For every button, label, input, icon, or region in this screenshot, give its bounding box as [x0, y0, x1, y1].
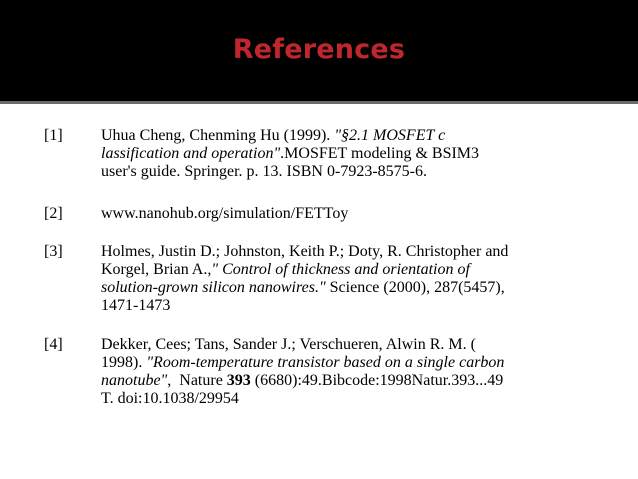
reference-number: [1]	[44, 127, 63, 144]
reference-text-run: (6680):49.Bibcode:1998Natur.393...49	[250, 372, 504, 389]
reference-line	[101, 145, 601, 163]
reference-text-run: Korgel, Brian A.	[101, 261, 208, 278]
reference-text-run: Dekker, Cees; Tans, Sander J.; Verschueren, Alwin R. M. (	[101, 336, 476, 353]
reference-text-run: 1998).	[101, 354, 147, 371]
reference-text-run: T. doi:10.1038/29954	[101, 390, 239, 407]
reference-text-run: 1471-1473	[101, 297, 171, 314]
reference-line	[101, 372, 601, 390]
reference-text	[101, 336, 601, 408]
reference-line	[101, 354, 601, 372]
reference-text-run: 393	[226, 372, 251, 389]
reference-text-run: "§2.1 MOSFET c	[334, 127, 446, 144]
reference-text-run: www.nanohub.org/simulation/FETToy	[101, 205, 349, 222]
reference-text-run: .MOSFET modeling & BSIM3	[280, 145, 480, 162]
reference-line	[101, 336, 601, 354]
reference-text	[101, 127, 601, 181]
reference-number: [2]	[44, 205, 63, 222]
reference-line	[101, 205, 601, 223]
reference-line	[101, 279, 601, 297]
reference-line	[101, 297, 601, 315]
reference-text-run: ," Control of thickness and orientation of	[207, 261, 470, 278]
reference-text-run: , Nature	[167, 372, 227, 389]
reference-text-run: Holmes, Justin D.; Johnston, Keith P.; Doty, R. Christopher and	[101, 243, 509, 260]
reference-line	[101, 163, 601, 181]
reference-text	[101, 243, 601, 315]
reference-text	[101, 205, 601, 223]
reference-text-run: lassification and operation"	[101, 145, 281, 162]
reference-text-run: nanotube"	[101, 372, 168, 389]
reference-line	[101, 261, 601, 279]
reference-line	[101, 127, 601, 145]
reference-text-run: user's guide. Springer. p. 13. ISBN 0-7923-8575-6.	[101, 163, 427, 180]
reference-text-run: Uhua Cheng, Chenming Hu (1999).	[101, 127, 335, 144]
reference-number: [4]	[44, 336, 63, 353]
reference-text-run: "Room-temperature transistor based on a single carbon	[146, 354, 505, 371]
reference-line	[101, 390, 601, 408]
reference-number: [3]	[44, 243, 63, 260]
reference-line	[101, 243, 601, 261]
reference-text-run: solution-grown silicon nanowires."	[101, 279, 326, 296]
slide-title: References	[232, 34, 406, 65]
reference-text-run: Science (2000), 287(5457),	[325, 279, 505, 296]
header-divider	[0, 101, 638, 104]
